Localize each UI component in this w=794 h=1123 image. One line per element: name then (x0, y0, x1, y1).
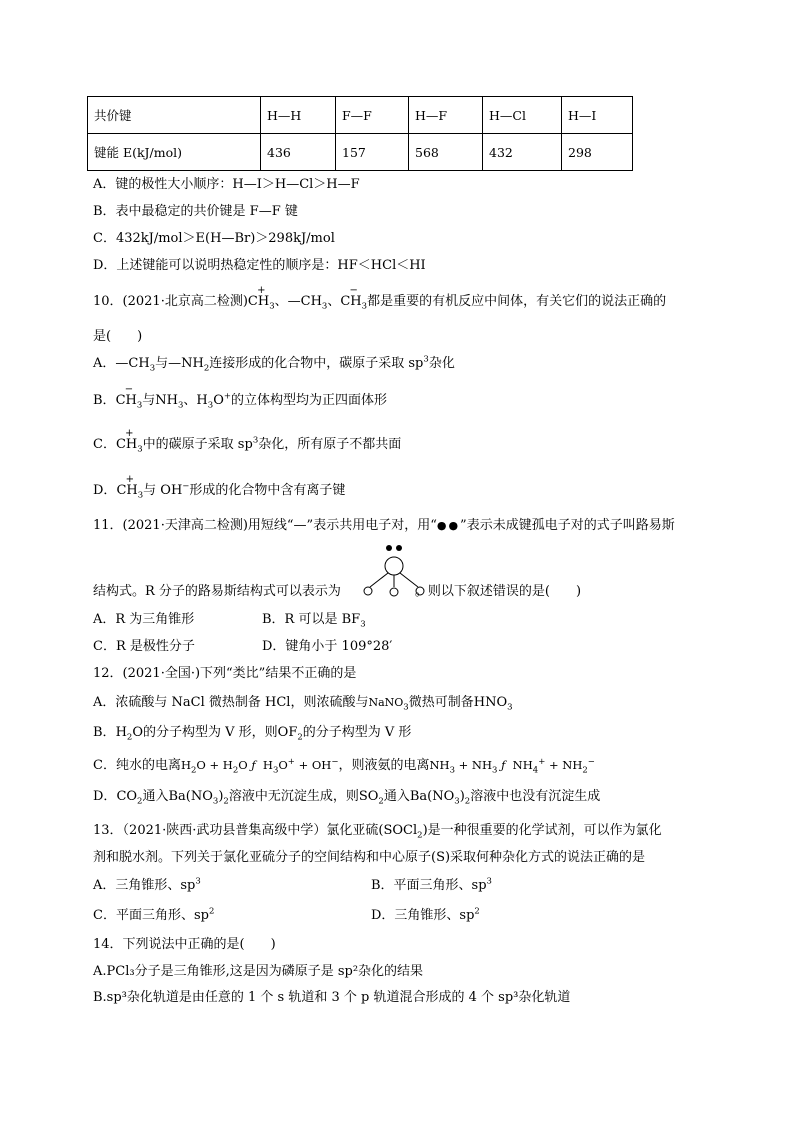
q11-stem-line2 (93, 583, 581, 601)
text: 形成的化合物中含有离子键 (189, 483, 346, 498)
ch3-cation: $CH_3$ + (247, 285, 275, 312)
text: HNO (473, 695, 508, 710)
text: 连接形成的化合物中，碳原子采取 sp (209, 356, 424, 371)
text: 与—NH (155, 356, 204, 371)
q13-option-b: B．平面三角形、$sp^3$ (371, 876, 492, 893)
ch3-anion: $CH_3$ − (340, 285, 368, 312)
table-cell: 157 (336, 134, 409, 171)
text: 13．（2021·陕西·武功县普集高级中学）氯化亚硫(SOCl (93, 823, 418, 838)
text: NaNO (368, 696, 404, 709)
table-cell: 共价键 (88, 97, 261, 134)
q12-option-a: A．浓硫酸与 NaCl 微热制备 HCl，则浓硫酸与NaNO$_3$微热可制备$HNO_3$ (93, 695, 513, 713)
text: 与 OH (143, 483, 183, 498)
text: B． (93, 725, 116, 740)
text: 通入 (142, 789, 169, 804)
text: 中的碳原子采取 sp (142, 437, 253, 452)
text: B．平面三角形、sp (371, 878, 487, 893)
text: A．浓硫酸与 NaCl 微热制备 HCl，则浓硫酸与 (93, 695, 369, 710)
q14-option-b: B.sp³杂化轨道是由任意的 1 个 s 轨道和 3 个 p 轨道混合形成的 4 个 sp³杂化轨道 (93, 990, 571, 1005)
text: 与NH (142, 393, 178, 408)
text: ”表示未成键孤电子对的式子叫路易斯 (460, 518, 675, 533)
text: B．R 可以是 BF (262, 612, 361, 627)
text: O (213, 393, 224, 408)
text: 通入 (383, 789, 410, 804)
table-cell: 432 (483, 134, 562, 171)
text: 11．(2021·天津高二检测)用短线“—”表示共用电子对，用“ (93, 518, 437, 533)
q10-suffix: 都是重要的有机反应中间体，有关它们的说法正确的 (367, 294, 667, 309)
bond-energy-table (87, 96, 633, 171)
q11-stem (93, 517, 675, 535)
q12-option-c: C．纯水的电离$H_2O + H_2O$ ƒ $H_3O^+ + OH^-$，则液氨的电离$NH_3 + NH_3$ ƒ $NH_4^+ + NH_2^-$ (93, 757, 595, 776)
table-cell: F—F (336, 97, 409, 134)
table-row (88, 97, 633, 134)
text: C． (93, 437, 116, 452)
q10-option-c: C．$CH_3$ + 中的碳原子采取 $sp^3$杂化，所有原子不都共面 (93, 428, 402, 455)
text: 微热可制备 (408, 695, 474, 710)
q10-option-b: B．$CH_3$ − 与$NH_3$、$H_3O^+$的立体构型均为正四面体形 (93, 384, 387, 411)
table-cell: 436 (261, 134, 336, 171)
text: ，则液氨的电离 (338, 758, 430, 773)
lone-pair-dots-icon: ●● (436, 519, 461, 532)
text: 的立体构型均为正四面体形 (230, 393, 387, 408)
table-cell: H—F (409, 97, 483, 134)
q10-stem: 10．(2021·北京高二检测)$CH_3$ + 、$—CH_3$、$CH_3$ − 都是重要的有机反应中间体，有关它们的说法正确的 (93, 285, 667, 312)
table-cell: 298 (562, 134, 633, 171)
text: 杂化 (428, 356, 455, 371)
text: 、H (183, 393, 208, 408)
q14-option-a: A.PCl₃分子是三角锥形,这是因为磷原子是 sp²杂化的结果 (93, 964, 424, 979)
text: 溶液中无沉淀生成，则 (228, 789, 359, 804)
text: D．三角锥形、sp (371, 908, 475, 923)
q10-mid1: 、—CH (274, 294, 322, 309)
text: D． (93, 483, 117, 498)
text: D． (93, 789, 117, 804)
q10-prefix: 10．(2021·北京高二检测) (93, 294, 248, 309)
ch3-cation: $CH_3$ + (115, 428, 143, 455)
table-cell: H—Cl (483, 97, 562, 134)
q13-option-c: C．平面三角形、$sp^2$ (93, 906, 215, 923)
q12-option-b: B．$H_2O$的分子构型为 V 形，则$OF_2$的分子构型为 V 形 (93, 725, 412, 743)
q14-stem: 14．下列说法中正确的是( ) (93, 937, 276, 952)
q9-option-c: C．432kJ/mol＞E(H—Br)＞298kJ/mol (93, 231, 335, 246)
text: A．—CH (93, 356, 150, 371)
q13-option-a: A．三角锥形、$sp^3$ (93, 876, 201, 893)
ch3-anion: $CH_3$ − (115, 384, 143, 411)
table-row (88, 134, 633, 171)
text: A．三角锥形、sp (93, 878, 196, 893)
q11-option-d: D．键角小于 109°28′ (262, 639, 393, 654)
q10-option-d: D．$CH_3$ + 与 OH−形成的化合物中含有离子键 (93, 474, 346, 501)
q11-option-a: A．R 为三角锥形 (93, 612, 195, 627)
text: 溶液中也没有沉淀生成 (470, 789, 601, 804)
text: 的分子构型为 V 形，则 (143, 725, 278, 740)
text: 的分子构型为 V 形 (302, 725, 412, 740)
text: C．纯水的电离 (93, 758, 181, 773)
q9-option-a: A．键的极性大小顺序：H—I＞H—Cl＞H—F (93, 177, 360, 192)
q9-option-d: D．上述键能可以说明热稳定性的顺序是：HF＜HCl＜HI (93, 258, 426, 273)
q10-option-a: A．$—CH_3$与$—NH_2$连接形成的化合物中，碳原子采取 $sp^3$杂化 (93, 354, 455, 374)
table-cell: H—H (261, 97, 336, 134)
q10-stem-line2: 是( ) (93, 329, 143, 344)
text: 结构式。R 分子的路易斯结构式可以表示为 (93, 584, 341, 599)
text: )是一种很重要的化学试剂，可以作为氯化 (422, 823, 662, 838)
table-cell: 568 (409, 134, 483, 171)
q13-stem: 13．（2021·陕西·武功县普集高级中学）氯化亚硫(SOCl$_2$)是一种很重要的化学试剂，可以作为氯化 (93, 823, 662, 841)
table-cell: 键能 E(kJ/mol) (88, 134, 261, 171)
q13-stem-line2: 剂和脱水剂。下列关于氯化亚硫分子的空间结构和中心原子(S)采取何种杂化方式的说法正确的是 (93, 850, 646, 865)
text: B． (93, 393, 116, 408)
q12-stem: 12．(2021·全国·)下列“类比”结果不正确的是 (93, 666, 357, 681)
q11-option-c: C．R 是极性分子 (93, 639, 195, 654)
q13-option-d: D．三角锥形、$sp^2$ (371, 906, 480, 923)
table-cell: H—I (562, 97, 633, 134)
q10-mid2: 、 (327, 294, 341, 309)
q11-option-b: B．R 可以是 $BF_3$ (262, 612, 366, 630)
ch3-cation: $CH_3$ + (116, 474, 144, 501)
q12-option-d: D．$CO_2$通入$Ba(NO_3)_2$溶液中无沉淀生成，则$SO_2$通入$Ba(NO_3)_2$溶液中也没有沉淀生成 (93, 789, 601, 807)
text: 杂化，所有原子不都共面 (258, 437, 402, 452)
text: 。则以下叙述错误的是( ) (414, 584, 582, 599)
text: C．平面三角形、sp (93, 908, 209, 923)
q9-option-b: B．表中最稳定的共价键是 F—F 键 (93, 204, 298, 219)
